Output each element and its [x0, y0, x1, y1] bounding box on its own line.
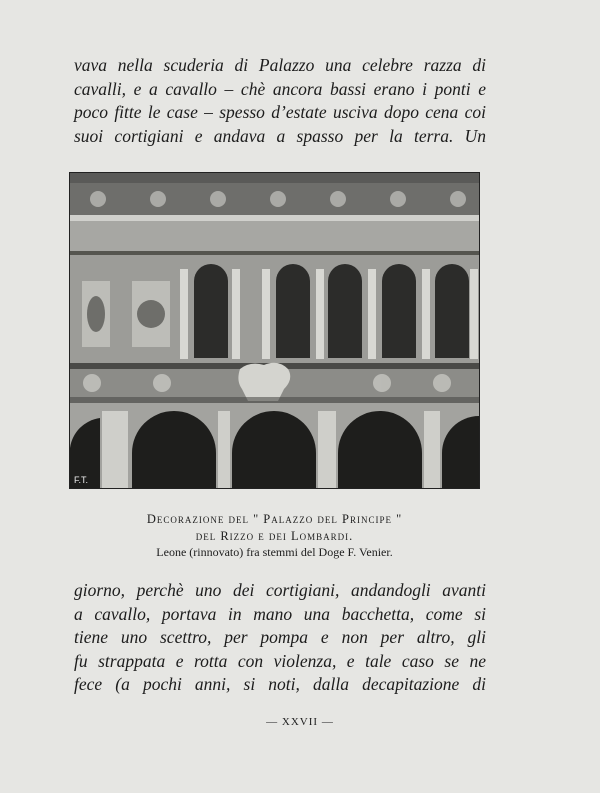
caption-line-2: del Rizzo e dei Lombardi. [195, 529, 354, 543]
text-line: tiene uno scettro, per pompa e non per altro, gli [74, 627, 486, 647]
text-line: suoi cortigiani e andava a spasso per la terra. Un [74, 125, 486, 146]
photographer-monogram: F.T. [74, 475, 89, 485]
caption-line-1: Decorazione del " Palazzo del Principe " [146, 512, 403, 526]
facade-photograph [69, 172, 480, 489]
text-line: a cavallo, portava in mano una bacchetta, come si [74, 603, 486, 624]
text-line: vava nella scuderia di Palazzo una celebre razza di [74, 55, 486, 75]
text-line: poco fitte le case – spesso d’estate usciva dopo cena coi [74, 102, 486, 122]
text-line: fece (a pochi anni, si noti, dalla decapitazione di [74, 674, 486, 694]
body-text-top [74, 54, 486, 148]
text-line: cavalli, e a cavallo – chè ancora bassi erano i ponti e [74, 78, 486, 99]
page-number: — XXVII — [266, 716, 334, 728]
body-text-bottom [74, 579, 486, 697]
caption-line-3: Leone (rinnovato) fra stemmi del Doge F. Venier. [156, 545, 393, 559]
facade-illustration [70, 173, 479, 488]
text-line: giorno, perchè uno dei cortigiani, andandogli avanti [74, 580, 486, 600]
text-line: fu strappata e rotta con violenza, e tale caso se ne [74, 650, 486, 671]
